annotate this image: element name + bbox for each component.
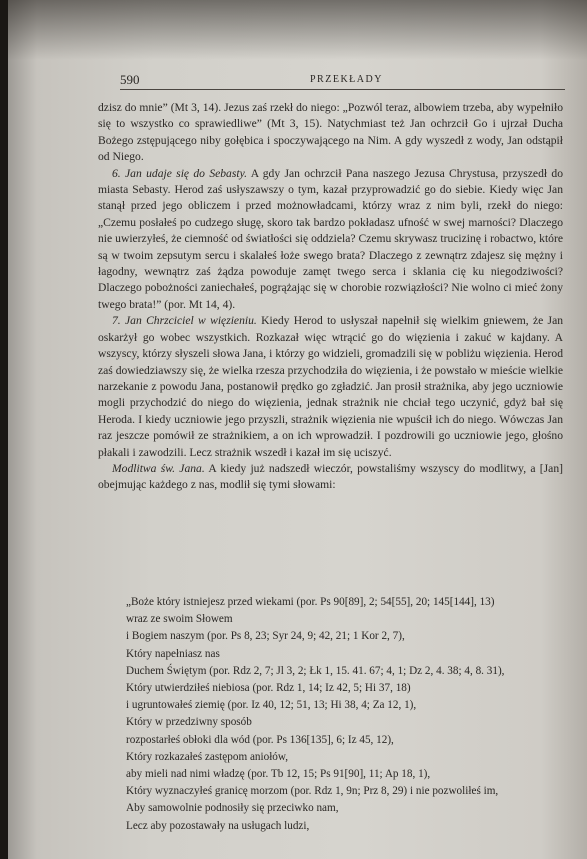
header-rule	[120, 89, 565, 90]
paragraph	[98, 313, 563, 461]
verse-line: rozpostarłeś obłoki dla wód (por. Ps 136[135], 6; Iz 45, 12),	[126, 733, 394, 746]
verse-line: wraz ze swoim Słowem	[126, 613, 233, 626]
verse-line: aby mieli nad nimi władzę (por. Tb 12, 15; Ps 91[90], 11; Ap 18, 1),	[126, 768, 431, 781]
verse-line: i Bogiem naszym (por. Ps 8, 23; Syr 24, 9; 42, 21; 1 Kor 2, 7),	[126, 630, 405, 643]
verse-line: i ugruntowałeś ziemię (por. Iz 40, 12; 51, 13; Hi 38, 4; Za 12, 1),	[126, 699, 417, 712]
body-text	[98, 100, 563, 494]
section-heading: 6. Jan udaje się do Sebasty.	[112, 166, 247, 180]
paragraph-text: A gdy Jan ochrzcił Pana naszego Jezusa Chrystusa, przyszedł do miasta Sebasty. Herod zaś usłyszawszy o tym, kazał przyprowadzić go do siebie. Kiedy więc Jan stanął przed jego obliczem i przed możnowładcami, którzy wraz z nim byli, rzekł do niego: „Czemu posłałeś po cudzego sługę, skoro tak bardzo pokładasz ufność w swej marności? Dlaczego nie uwierzyłeś, że ciemność od światłości się oddziela? Czemu skrywasz trucizinę i robactwo, które są w twoim zepsutym sercu i skalałeś łoże swego brata? Dlaczego z zewnątrz zdajesz się mężny i łagodny, wewnątrz zaś żądza powoduje zamęt twego serca i sklania cię ku niegodziwości? Dlaczego pobożności zaniechałeś, pogrążając się w chorobie rozwiązłości? Nie wolno ci mieć żony twego brata!” (por. Mt 14, 4).	[98, 166, 564, 311]
paragraph-text: dzisz do mnie” (Mt 3, 14). Jezus zaś rzekł do niego: „Pozwól teraz, albowiem trzeba, aby wypełniło się to wszystko co sprawiedliwe” (Mt 3, 15). Natychmiast też Jan ochrzcił Go i ujrzał Ducha Bożego zstępującego niby gołębica i spoczywającego na Nim. A gdy wyszedł z wody, Jan odstąpił od Niego.	[98, 101, 563, 164]
paragraph	[98, 461, 563, 494]
verse-line: Duchem Świętym (por. Rdz 2, 7; Jl 3, 2; Łk 1, 15. 41. 67; 4, 1; Dz 2, 4. 38; 4, 8. 31),	[126, 664, 505, 677]
verse-line: Który rozkazałeś zastępom aniołów,	[126, 750, 289, 763]
paragraph-text: Kiedy Herod to usłyszał napełnił się wielkim gniewem, że Jan oskarżył go wobec wszystkich. Rozkazał więc wtrącić go do więzienia i zakuć w kajdany. A wszyscy, którzy słyszeli słowa Jana, i którzy go widzieli, gromadzili się w pobliżu więzienia. Herod zaś dowiedziawszy się, że wielka rzesza przychodziła do więzienia, i że powstało w mieście wielkie narzekanie z powodu Jana, postanowił prędko go zgładzić. Jan prosił strażnika, aby jego uczniowie mogli przychodzić do niego do więzienia, jednak strażnik nie chciał tego uczynić, gdyż bał się Heroda. I kiedy uczniowie jego przyszli, strażnik więzienia nie wpuścił ich do niego. Wówczas Jan raz jeszcze pomówił ze strażnikiem, a on ich wprowadził. I pozdrowili go uczniowie jego, głośno płakali i zawodzili. Lecz strażnik wszedł i kazał im się uciszyć.	[98, 314, 564, 459]
page-number: 590	[120, 72, 140, 87]
page-header	[120, 72, 560, 90]
paragraph	[98, 166, 563, 314]
verse-line: Który utwierdziłeś niebiosa (por. Rdz 1, 14; Iz 42, 5; Hi 37, 18)	[126, 682, 411, 695]
paragraph	[98, 100, 563, 166]
prayer-verse	[126, 594, 566, 835]
book-page	[8, 0, 587, 859]
verse-line: Aby samowolnie podnosiły się przeciwko nam,	[126, 802, 339, 815]
verse-line: Który wyznaczyłeś granicę morzom (por. Rdz 1, 9n; Prz 8, 29) i nie pozwoliłeś im,	[126, 785, 499, 798]
verse-line: Lecz aby pozostawały na usługach ludzi,	[126, 819, 310, 832]
verse-line: „Boże który istniejesz przed wiekami (por. Ps 90[89], 2; 54[55], 20; 145[144], 13)	[126, 596, 495, 608]
section-heading: Modlitwa św. Jana.	[112, 461, 205, 475]
verse-line: Który napełniasz nas	[126, 647, 220, 660]
paragraph-text: A kiedy już nadszedł wieczór, powstaliśmy wszyscy do modlitwy, a [Jan] obejmując każdego z nas, modlił się tymi słowami:	[98, 461, 563, 492]
verse-line: Który w przedziwny sposób	[126, 716, 252, 729]
section-heading: 7. Jan Chrzciciel w więzieniu.	[112, 314, 257, 328]
running-head: PRZEKŁADY	[310, 74, 383, 85]
